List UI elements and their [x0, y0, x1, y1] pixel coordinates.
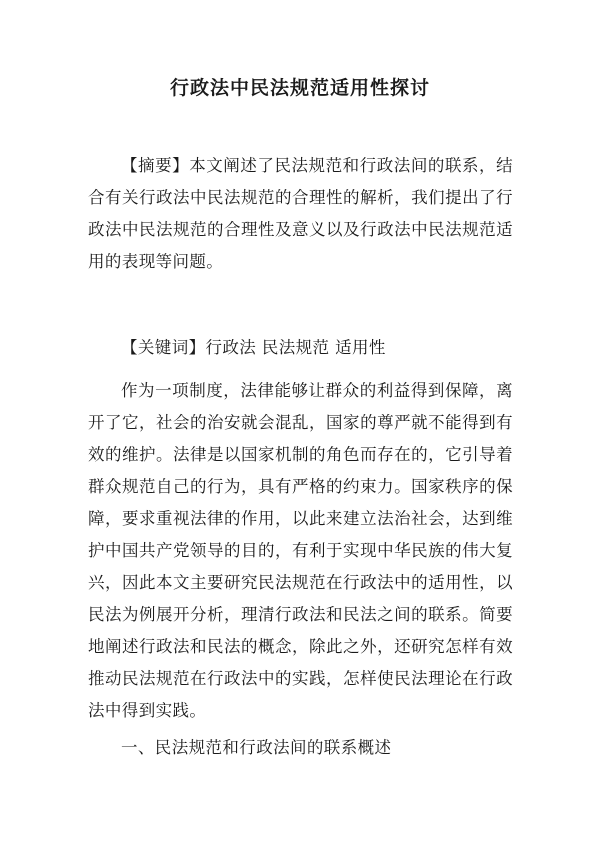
keyword-item: 行政法 — [205, 338, 257, 357]
keywords-label: 【关键词】 — [121, 338, 206, 357]
keyword-item: 民法规范 — [261, 338, 330, 357]
abstract-paragraph — [88, 150, 513, 278]
abstract-label: 【摘要】 — [121, 156, 190, 175]
keyword-item: 适用性 — [335, 338, 386, 357]
section-heading: 一、民法规范和行政法间的联系概述 — [121, 738, 392, 757]
body-paragraph: 作为一项制度，法律能够让群众的利益得到保障，离开了它，社会的治安就会混乱，国家的尊严就不能得到有效的维护。法律是以国家机制的角色而存在的，它引导着群众规范自己的行为，具有严格的约束力。国家秩序的保障，要求重视法律的作用，以此来建立法治社会，达到维护中国共产党领导的目的，有利于实现中华民族的伟大复兴，因此本文主要研究民法规范在行政法中的适用性，以民法为例展开分析，理清行政法和民法之间的联系。简要地阐述行政法和民法的概念，除此之外，还研究怎样有效推动民法规范在行政法中的实践，怎样使民法理论在行政法中得到实践。 — [88, 381, 513, 720]
keywords-line — [88, 332, 513, 364]
abstract-text: 本文阐述了民法规范和行政法间的联系，结合有关行政法中民法规范的合理性的解析，我们提出了行政法中民法规范的合理性及意义以及行政法中民法规范适用的表现等问题。 — [88, 156, 513, 271]
document-title: 行政法中民法规范适用性探讨 — [169, 77, 430, 99]
